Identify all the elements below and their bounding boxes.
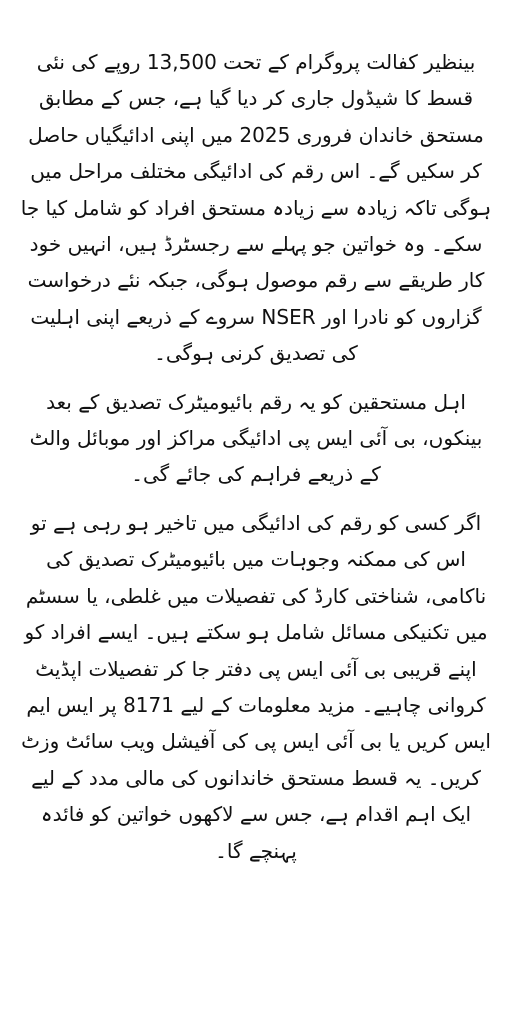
paragraph-payment-channels: اہل مستحقین کو یہ رقم بائیومیٹرک تصدیق کے بعد بینکوں، بی آئی ایس پی ادائیگی مراکز اور موبائل والٹ کے ذریعے فراہم کی جائے گی۔ [29, 389, 483, 487]
paragraph-installment-schedule: بینظیر کفالت پروگرام کے تحت 13,500 روپے کی نئی قسط کا شیڈول جاری کر دیا گیا ہے، جس کے مطابق مستحق خاندان فروری 2025 میں اپنی ادائیگیاں حاصل کر سکیں گے۔ اس رقم کی ادائیگی مختلف مراحل میں ہوگی تاکہ زیادہ سے زیادہ مستحق افراد کو شامل کیا جا سکے۔ وہ خواتین جو پہلے سے رجسٹرڈ ہیں، انہیں خود کار طریقے سے رقم موصول ہوگی، جبکہ نئے درخواست گزاروں کو نادرا اور NSER سروے کے ذریعے اپنی اہلیت کی تصدیق کرنی ہوگی۔ [20, 50, 492, 366]
article-body [18, 44, 494, 881]
paragraph-delay-reasons: اگر کسی کو رقم کی ادائیگی میں تاخیر ہو رہی ہے تو اس کی ممکنہ وجوہات میں بائیومیٹرک تصدیق کی ناکامی، شناختی کارڈ کی تفصیلات میں غلطی، یا سسٹم میں تکنیکی مسائل شامل ہو سکتے ہیں۔ ایسے افراد کو اپنے قریبی بی آئی ایس پی دفتر جا کر تفصیلات اپڈیٹ کروانی چاہیے۔ مزید معلومات کے لیے 8171 پر ایس ایم ایس کریں یا بی آئی ایس پی کی آفیشل ویب سائٹ وزٹ کریں۔ یہ قسط مستحق خاندانوں کی مالی مدد کے لیے ایک اہم اقدام ہے، جس سے لاکھوں خواتین کو فائدہ پہنچے گا۔ [21, 510, 491, 863]
